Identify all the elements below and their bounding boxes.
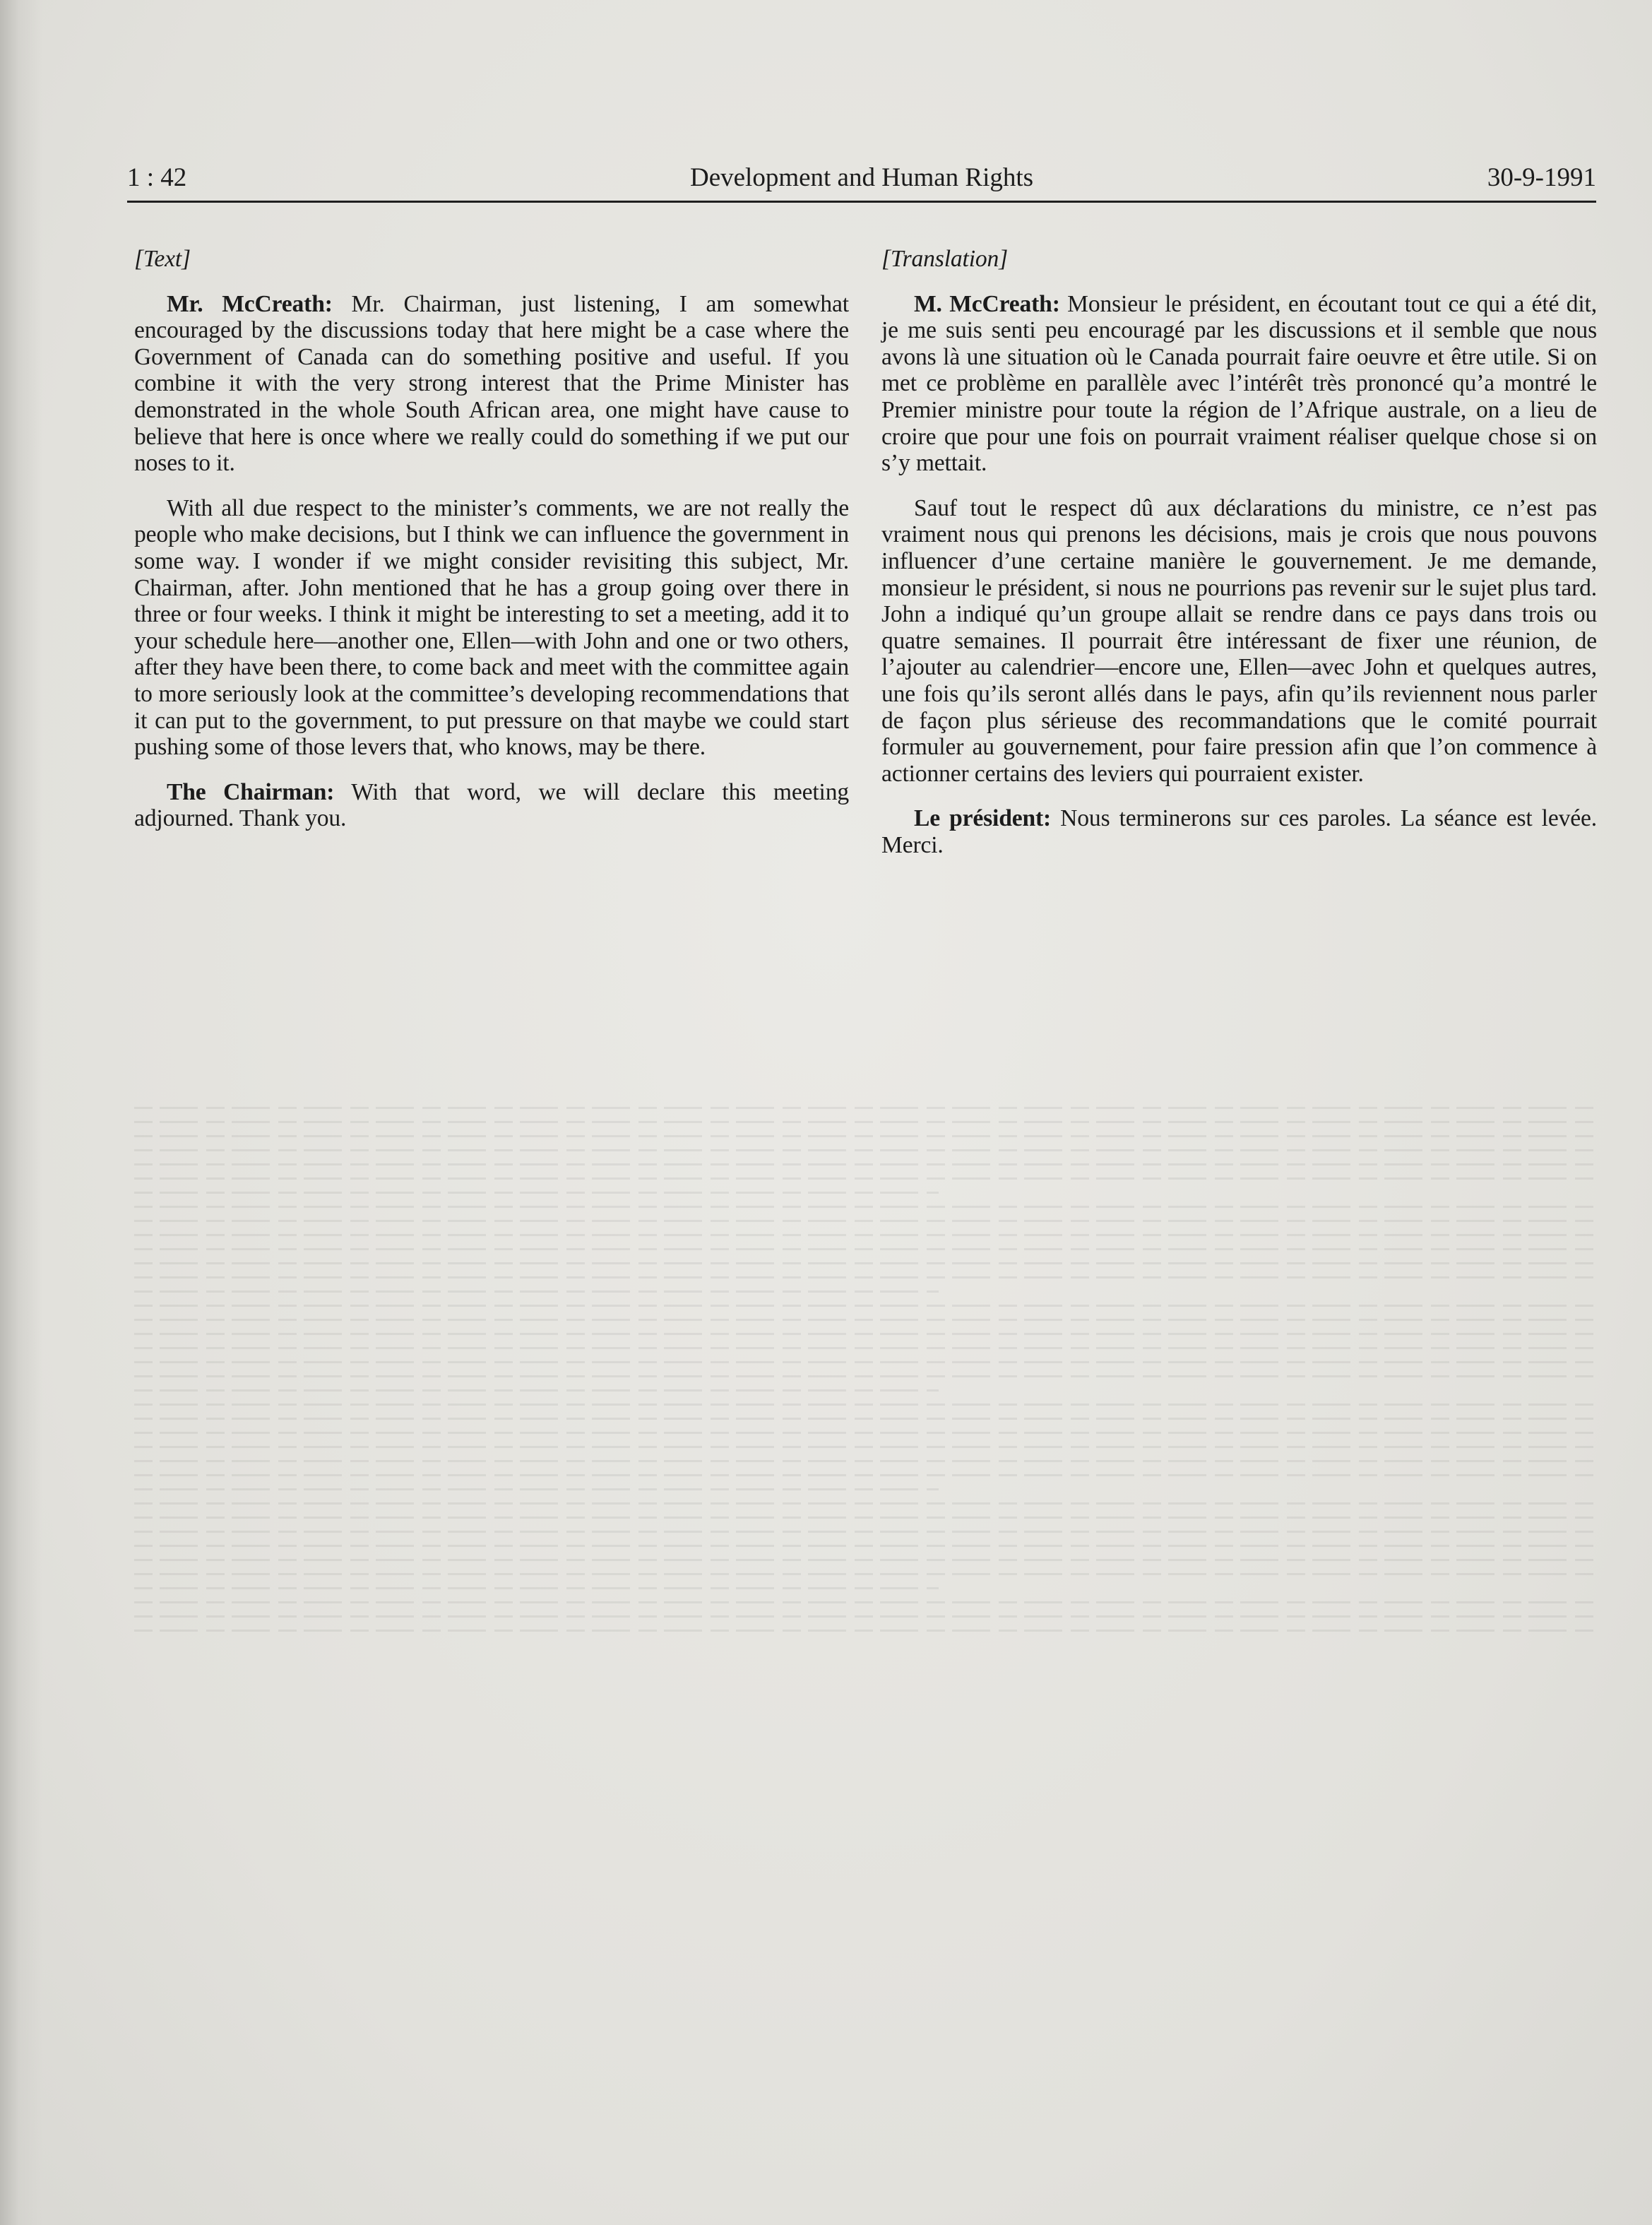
paragraph-text: Nous terminerons sur ces paroles. La séance est levée. Merci. — [881, 805, 1597, 858]
page-spine-shadow — [0, 0, 42, 2225]
bleed-through-line — [134, 1389, 939, 1392]
bleed-through-line — [134, 1290, 939, 1293]
paragraph — [881, 495, 1597, 788]
paragraph — [881, 291, 1597, 477]
bleed-through-line — [134, 1234, 1596, 1236]
speaker-name: M. McCreath: — [914, 290, 1060, 317]
bleed-through-line — [134, 1630, 1596, 1632]
paragraph-text: Sauf tout le respect dû aux déclarations du ministre, ce n’est pas vraiment nous qui prenons les décisions, mais je crois que nous pouvons influencer d’une certaine manière le gouvernement. Je me demande, monsieur le président, si nous ne pourrions pas revenir sur le sujet plus tard. John a indiqué qu’un groupe allait se rendre dans ce pays dans trois ou quatre semaines. Il pourrait être intéressant de fixer une réunion, de l’ajouter au calendrier—encore une, Ellen—avec John et quelques autres, une fois qu’ils seront allés dans le pays, afin qu’ils reviennent nous parler de façon plus sérieuse des recommandations que le comité pourrait formuler au gouvernement, pour faire pression afin que l’on commence à actionner certains des leviers qui pourraient exister. — [881, 494, 1597, 787]
bleed-through-line — [134, 1177, 1596, 1180]
bleed-through-line — [134, 1361, 1596, 1363]
bleed-through-line — [134, 1375, 1596, 1377]
french-column — [881, 246, 1597, 877]
bleed-through-line — [134, 1107, 1596, 1109]
header-title: Development and Human Rights — [689, 163, 1034, 192]
bleed-through-line — [134, 1276, 1596, 1278]
bleed-through-line — [134, 1587, 939, 1589]
bleed-through-line — [134, 1545, 1596, 1547]
bleed-through-line — [134, 1163, 1596, 1165]
bleed-through-line — [134, 1531, 1596, 1533]
header-rule — [127, 201, 1596, 203]
paragraph-text: With that word, we will declare this meeting adjourned. Thank you. — [134, 778, 849, 832]
bleed-through-line — [134, 1404, 1596, 1406]
bleed-through-line — [134, 1121, 1596, 1123]
bleed-through-line — [134, 1573, 1596, 1575]
bleed-through-line — [134, 1248, 1596, 1250]
bleed-through-texture — [134, 1095, 1596, 2140]
bleed-through-line — [134, 1601, 1596, 1603]
header-page-ref: 1 : 42 — [127, 163, 187, 192]
bleed-through-line — [134, 1474, 1596, 1476]
column-label-translation: [Translation] — [881, 246, 1009, 272]
bleed-through-line — [134, 1149, 1596, 1151]
speaker-name: The Chairman: — [167, 778, 335, 805]
paragraph-text: With all due respect to the minister’s comments, we are not really the people who make decisions, but I think we can influence the government in some way. I wonder if we might consider revisiting this subject, Mr. Chairman, after. John mentioned that he has a group going over there in three or four weeks. I think it might be interesting to set a meeting, add it to your schedule here—another one, Ellen—with John and one or two others, after they have been there, to come back and meet with the committee again to more seriously look at the committee’s developing recommendations that it can put to the government, to put pressure on that maybe we could start pushing some of those levers that, who knows, may be there. — [134, 494, 849, 761]
bleed-through-line — [134, 1488, 939, 1490]
bleed-through-line — [134, 1333, 1596, 1335]
bleed-through-line — [134, 1517, 1596, 1519]
paragraph-text: Mr. Chairman, just listening, I am somewhat encouraged by the discussions today that here might be a case where the Government of Canada can do something positive and useful. If you combine it with the very strong interest that the Prime Minister has demonstrated in the whole South African area, one might have cause to believe that here is once where we really could do something if we put our noses to it. — [134, 290, 849, 477]
bleed-through-line — [134, 1305, 1596, 1307]
column-label-text: [Text] — [134, 246, 191, 272]
speaker-name: Le président: — [914, 805, 1052, 832]
page-header — [127, 161, 1596, 203]
bleed-through-line — [134, 1135, 1596, 1137]
bleed-through-line — [134, 1347, 1596, 1349]
bleed-through-line — [134, 1559, 1596, 1561]
bleed-through-line — [134, 1446, 1596, 1448]
paragraph — [134, 291, 849, 477]
bleed-through-line — [134, 1460, 1596, 1462]
bleed-through-line — [134, 1192, 939, 1194]
bleed-through-line — [134, 1206, 1596, 1208]
bleed-through-line — [134, 1615, 1596, 1618]
bleed-through-line — [134, 1319, 1596, 1321]
speaker-name: Mr. McCreath: — [167, 290, 333, 317]
bleed-through-line — [134, 1432, 1596, 1434]
paragraph — [134, 779, 849, 832]
paragraph — [134, 495, 849, 761]
header-date: 30-9-1991 — [1487, 163, 1596, 192]
paragraph-text: Monsieur le président, en écoutant tout ce qui a été dit, je me suis senti peu encouragé par les discussions et il semble que nous avons là une situation où le Canada pourrait faire oeuvre et être utile. Si on met ce problème en parallèle avec l’intérêt très prononcé qu’a montré le Premier ministre pour toute la région de l’Afrique australe, on a lieu de croire que pour une fois on pourrait vraiment réaliser quelque chose si on s’y mettait. — [881, 290, 1597, 477]
bleed-through-line — [134, 1262, 1596, 1264]
paragraph — [881, 805, 1597, 858]
bleed-through-line — [134, 1418, 1596, 1420]
bleed-through-line — [134, 1220, 1596, 1222]
english-column — [134, 246, 849, 850]
bleed-through-line — [134, 1502, 1596, 1505]
